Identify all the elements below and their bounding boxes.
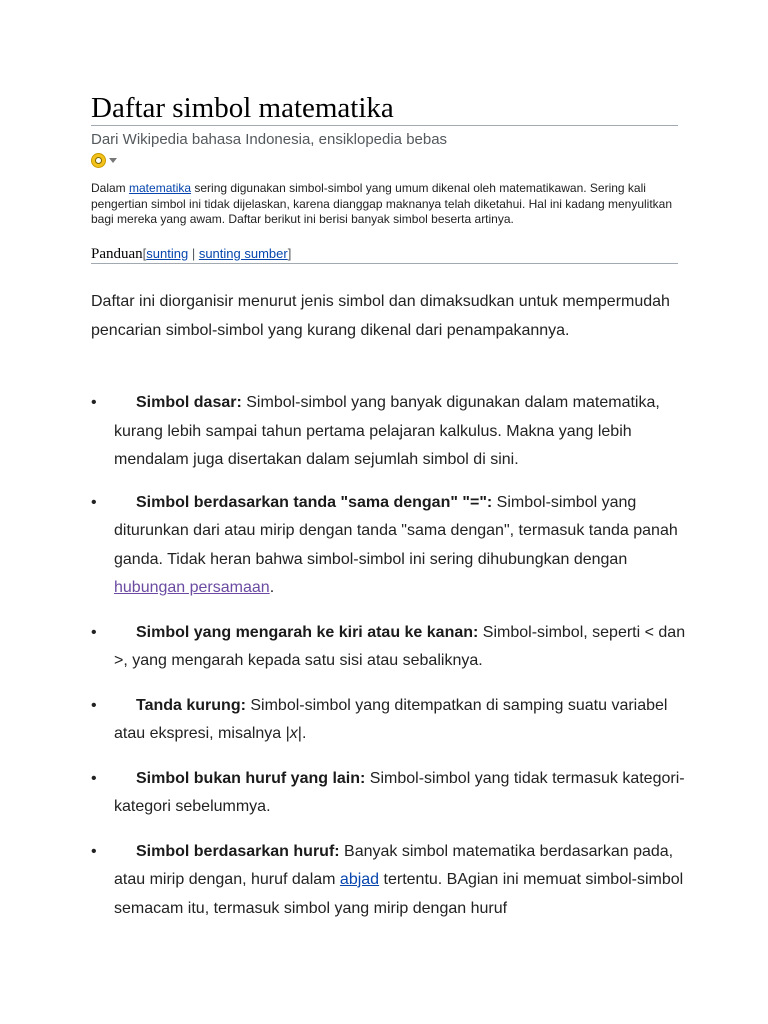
item-term: Tanda kurung: <box>136 696 246 714</box>
bullet: • <box>91 394 97 411</box>
link-hubungan-persamaan[interactable]: hubungan persamaan <box>114 579 270 596</box>
list-item <box>91 692 691 749</box>
list-item <box>91 619 691 676</box>
bullet: • <box>91 493 97 511</box>
bullet: • <box>91 842 97 860</box>
item-text-end: |. <box>297 725 307 742</box>
bracket-close: ] <box>287 246 292 261</box>
item-term: Simbol dasar: <box>136 394 242 411</box>
intro-text-rest: sering digunakan simbol-simbol yang umum dikenal oleh matematikawan. Sering kali pengertian simbol ini tidak dijelaskan, karena dianggap maknanya telah diketahui. Hal ini kadang menyulitkan bagi mereka yang awam. Daftar berikut ini berisi banyak simbol beserta artinya. <box>91 181 673 226</box>
item-term: Simbol berdasarkan tanda "sama dengan" "=": <box>136 493 493 511</box>
section-title: Panduan <box>91 246 143 262</box>
item-text: Simbol-simbol yang banyak digunakan dalam matematika, kurang lebih sampai tahun pertama pelajaran kalkulus. Makna yang lebih mendalam juga disertakan dalam sejumlah simbol di sini. <box>114 394 660 468</box>
bullet: • <box>91 696 97 714</box>
item-text: Simbol-simbol yang ditempatkan di samping suatu variabel atau ekspresi, misalnya | <box>114 696 668 742</box>
bracket-open: [ <box>142 246 147 261</box>
item-text-end: . <box>269 579 275 596</box>
item-text-end: tertentu. BAgian ini memuat simbol-simbol semacam itu, termasuk simbol yang mirip dengan huruf <box>114 871 684 917</box>
bullet: • <box>91 769 97 787</box>
link-abjad[interactable]: abjad <box>339 871 380 888</box>
intro-paragraph <box>91 181 681 228</box>
item-term: Simbol berdasarkan huruf: <box>136 842 340 860</box>
item-text: Simbol-simbol yang diturunkan dari atau mirip dengan tanda "sama dengan", termasuk tanda panah ganda. Tidak heran bahwa simbol-simbol ini sering dihubungkan dengan <box>114 493 678 568</box>
item-text: Simbol-simbol, seperti < dan >, yang mengarah kepada satu sisi atau sebaliknya. <box>114 623 686 669</box>
list-item <box>91 838 691 924</box>
edit-section <box>143 246 292 261</box>
edit-separator: | <box>188 246 199 261</box>
item-term: Simbol bukan huruf yang lain: <box>136 769 366 787</box>
item-term: Simbol yang mengarah ke kiri atau ke kanan: <box>136 623 479 641</box>
edit-link[interactable]: sunting <box>146 246 189 261</box>
page-tools <box>91 151 117 169</box>
section-heading-panduan <box>91 244 678 264</box>
section-divider <box>91 263 678 264</box>
item-text: Banyak simbol matematika berdasarkan pada, atau mirip dengan, huruf dalam <box>114 842 674 888</box>
edit-source-link[interactable]: sunting sumber <box>198 246 288 261</box>
item-text: Simbol-simbol yang tidak termasuk kategori-kategori sebelummya. <box>114 769 685 815</box>
watch-eye-icon[interactable] <box>91 153 106 168</box>
list-item <box>91 389 691 475</box>
page-title: Daftar simbol matematika <box>91 92 394 124</box>
intro-text-start: Dalam <box>91 181 130 195</box>
title-divider <box>91 125 678 126</box>
bullet: • <box>91 623 97 641</box>
list-item <box>91 489 691 603</box>
list-item <box>91 765 691 822</box>
link-matematika[interactable]: matematika <box>129 181 192 195</box>
chevron-down-icon[interactable] <box>109 158 117 163</box>
site-subtitle: Dari Wikipedia bahasa Indonesia, ensiklopedia bebas <box>91 131 448 148</box>
symbol-category-list <box>91 389 691 923</box>
item-italic: x <box>289 725 298 742</box>
lead-paragraph: Daftar ini diorganisir menurut jenis simbol dan dimaksudkan untuk mempermudah pencarian simbol-simbol yang kurang dikenal dari penampakannya. <box>91 293 670 339</box>
